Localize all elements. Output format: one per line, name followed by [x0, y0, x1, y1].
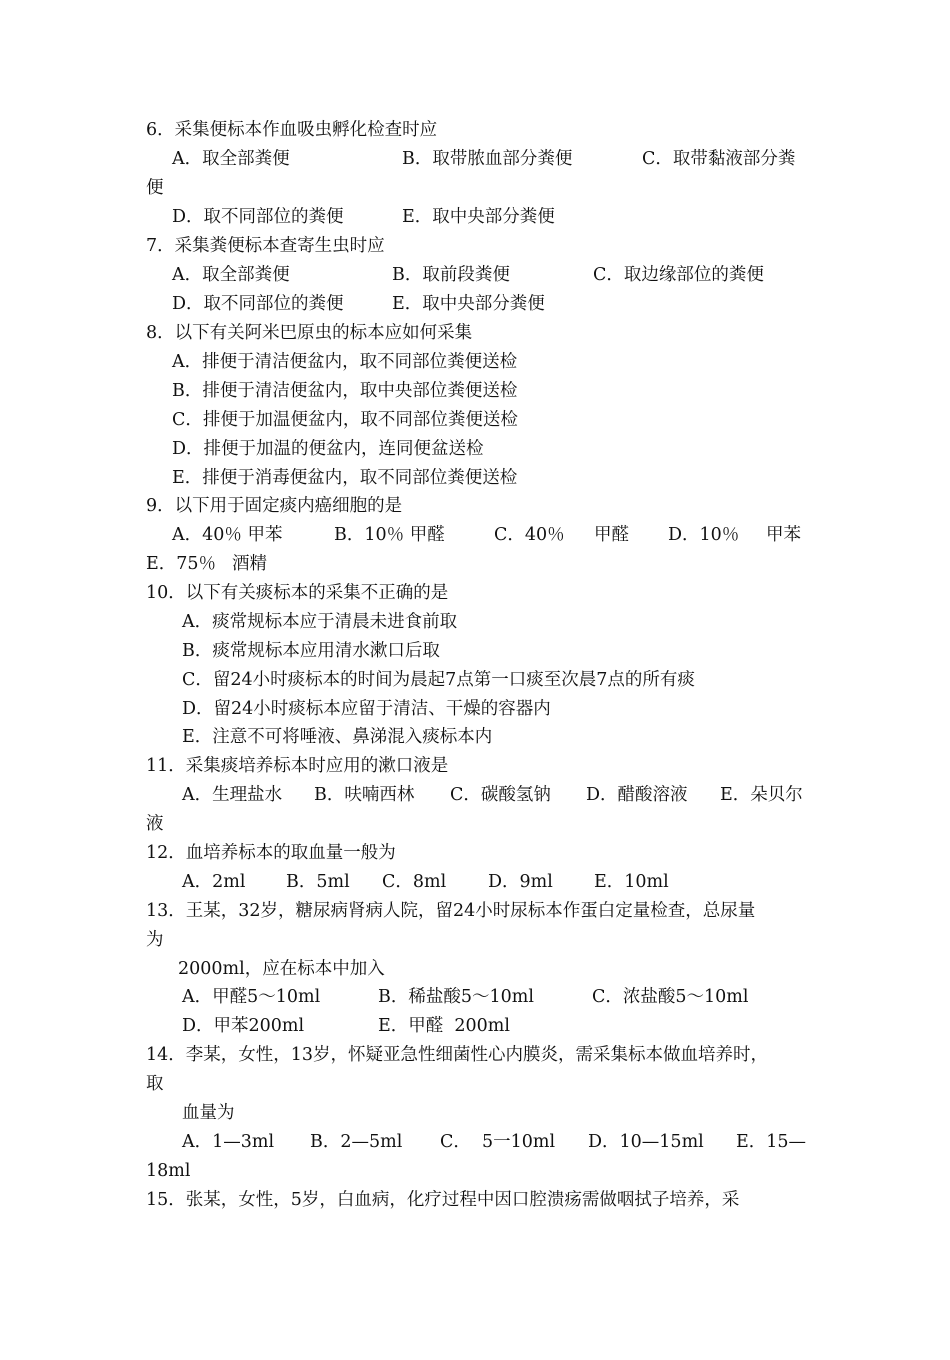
option-b: B．痰常规标本应用清水漱口后取 — [182, 641, 440, 661]
question-stem-text: 为 — [146, 930, 164, 950]
option-e: E．排便于消毒便盆内，取不同部位粪便送检 — [172, 468, 518, 488]
question-stem-text: 14．李某，女性，13岁，怀疑亚急性细菌性心内膜炎，需采集标本做血培养时， — [146, 1045, 769, 1065]
question-6-options-row — [0, 145, 796, 174]
option-c-text: 5一10ml — [482, 1132, 556, 1152]
option-a: A．甲醛5～10ml — [182, 987, 321, 1007]
question-stem-text: 10．以下有关痰标本的采集不正确的是 — [146, 583, 449, 603]
option-d: D．醋酸溶液 — [586, 785, 688, 805]
option-e: E．取中央部分粪便 — [392, 294, 545, 314]
question-8-option-a — [0, 348, 518, 377]
option-e-continued: 18ml — [146, 1161, 191, 1181]
option-c: C．碳酸氢钠 — [450, 785, 551, 805]
option-e-text: 酒精 — [232, 554, 267, 574]
option-c: C．取边缘部位的粪便 — [593, 265, 764, 285]
option-e: E．注意不可将唾液、鼻涕混入痰标本内 — [182, 727, 493, 747]
option-c-continued: 便 — [146, 178, 164, 198]
option-b: B．呋喃西林 — [314, 785, 415, 805]
option-b: B．5ml — [286, 872, 350, 892]
question-15-stem — [0, 1186, 740, 1215]
question-7-stem — [0, 232, 385, 261]
option-e-continued: 液 — [146, 814, 164, 834]
option-c: C． — [440, 1132, 471, 1152]
question-11-wrap-line — [0, 810, 164, 839]
question-9-options-row — [0, 521, 801, 550]
question-13-stem — [0, 897, 756, 926]
option-b: B．排便于清洁便盆内，取中央部位粪便送检 — [172, 381, 518, 401]
option-c: C．40％ — [494, 525, 565, 545]
option-d: D．9ml — [488, 872, 553, 892]
option-e: E．甲醛 200ml — [378, 1016, 510, 1036]
option-d-text: 甲苯 — [766, 525, 801, 545]
question-12-stem — [0, 839, 396, 868]
question-14-options-row — [0, 1128, 807, 1157]
question-stem-text: 8．以下有关阿米巴原虫的标本应如何采集 — [146, 323, 473, 343]
option-a: A．取全部粪便 — [172, 149, 290, 169]
option-c: C．浓盐酸5～10ml — [592, 987, 749, 1007]
question-12-options-row — [0, 868, 669, 897]
question-stem-text: 12．血培养标本的取血量一般为 — [146, 843, 396, 863]
question-8-option-e — [0, 464, 518, 493]
question-14-stem-wrap — [0, 1070, 164, 1099]
question-13-options-row — [0, 983, 749, 1012]
option-d: D．留24小时痰标本应留于清洁、干燥的容器内 — [182, 699, 551, 719]
option-a: A．取全部粪便 — [172, 265, 290, 285]
option-a: A．2ml — [182, 872, 246, 892]
question-14-stem — [0, 1041, 769, 1070]
option-a: A．排便于清洁便盆内，取不同部位粪便送检 — [172, 352, 518, 372]
question-6-options-row — [0, 203, 555, 232]
option-c: C．排便于加温便盆内，取不同部位粪便送检 — [172, 410, 518, 430]
question-10-option-a — [0, 608, 458, 637]
question-stem-text: 9．以下用于固定痰内癌细胞的是 — [146, 496, 403, 516]
question-9-stem — [0, 492, 403, 521]
question-stem-text: 2000ml，应在标本中加入 — [178, 959, 385, 979]
option-a: A．生理盐水 — [182, 785, 283, 805]
option-b: B．稀盐酸5～10ml — [378, 987, 534, 1007]
question-stem-text: 6．采集便标本作血吸虫孵化检查时应 — [146, 120, 438, 140]
option-d: D．10％ — [668, 525, 740, 545]
question-stem-text: 7．采集粪便标本查寄生虫时应 — [146, 236, 385, 256]
option-e: E．朵贝尔 — [720, 785, 803, 805]
question-8-option-b — [0, 377, 518, 406]
question-10-option-e — [0, 723, 493, 752]
question-8-stem — [0, 319, 473, 348]
option-e: E．取中央部分粪便 — [402, 207, 555, 227]
option-d: D．甲苯200ml — [182, 1016, 305, 1036]
question-13-options-row — [0, 1012, 510, 1041]
question-7-options-row — [0, 261, 764, 290]
question-11-options-row — [0, 781, 803, 810]
question-14-wrap-line — [0, 1157, 191, 1186]
option-b: B．10％ 甲醛 — [334, 525, 445, 545]
option-c: C．取带黏液部分粪 — [642, 149, 796, 169]
question-9-options-row — [0, 550, 267, 579]
question-6-stem — [0, 116, 438, 145]
question-10-option-b — [0, 637, 440, 666]
option-b: B．2—5ml — [310, 1132, 403, 1152]
question-stem-text: 取 — [146, 1074, 164, 1094]
question-13-stem-continued — [0, 955, 385, 984]
question-10-option-d — [0, 695, 551, 724]
option-d: D．取不同部位的粪便 — [172, 294, 344, 314]
question-14-stem-continued — [0, 1099, 235, 1128]
option-e: E．15— — [736, 1132, 807, 1152]
question-11-stem — [0, 752, 449, 781]
question-10-stem — [0, 579, 449, 608]
question-stem-text: 13．王某，32岁，糖尿病肾病人院，留24小时尿标本作蛋白定量检查，总尿量 — [146, 901, 756, 921]
option-c: C．8ml — [382, 872, 447, 892]
question-10-option-c — [0, 666, 695, 695]
option-c-text: 甲醛 — [594, 525, 629, 545]
option-e: E．75％ — [146, 554, 217, 574]
option-e: E．10ml — [594, 872, 669, 892]
option-a: A．1—3ml — [182, 1132, 275, 1152]
option-a: A．痰常规标本应于清晨未进食前取 — [182, 612, 458, 632]
option-b: B．取带脓血部分粪便 — [402, 149, 573, 169]
question-8-option-d — [0, 435, 484, 464]
question-8-option-c — [0, 406, 518, 435]
option-d: D．排便于加温的便盆内，连同便盆送检 — [172, 439, 484, 459]
option-d: D．取不同部位的粪便 — [172, 207, 344, 227]
question-7-options-row — [0, 290, 545, 319]
option-c: C．留24小时痰标本的时间为晨起7点第一口痰至次晨7点的所有痰 — [182, 670, 695, 690]
question-stem-text: 血量为 — [182, 1103, 235, 1123]
option-d: D．10—15ml — [588, 1132, 704, 1152]
question-6-wrap-line — [0, 174, 164, 203]
question-stem-text: 11．采集痰培养标本时应用的漱口液是 — [146, 756, 449, 776]
option-b: B．取前段粪便 — [392, 265, 510, 285]
question-13-stem-wrap — [0, 926, 164, 955]
question-stem-text: 15．张某，女性，5岁，白血病，化疗过程中因口腔溃疡需做咽拭子培养，采 — [146, 1190, 740, 1210]
option-a: A．40％ 甲苯 — [172, 525, 283, 545]
